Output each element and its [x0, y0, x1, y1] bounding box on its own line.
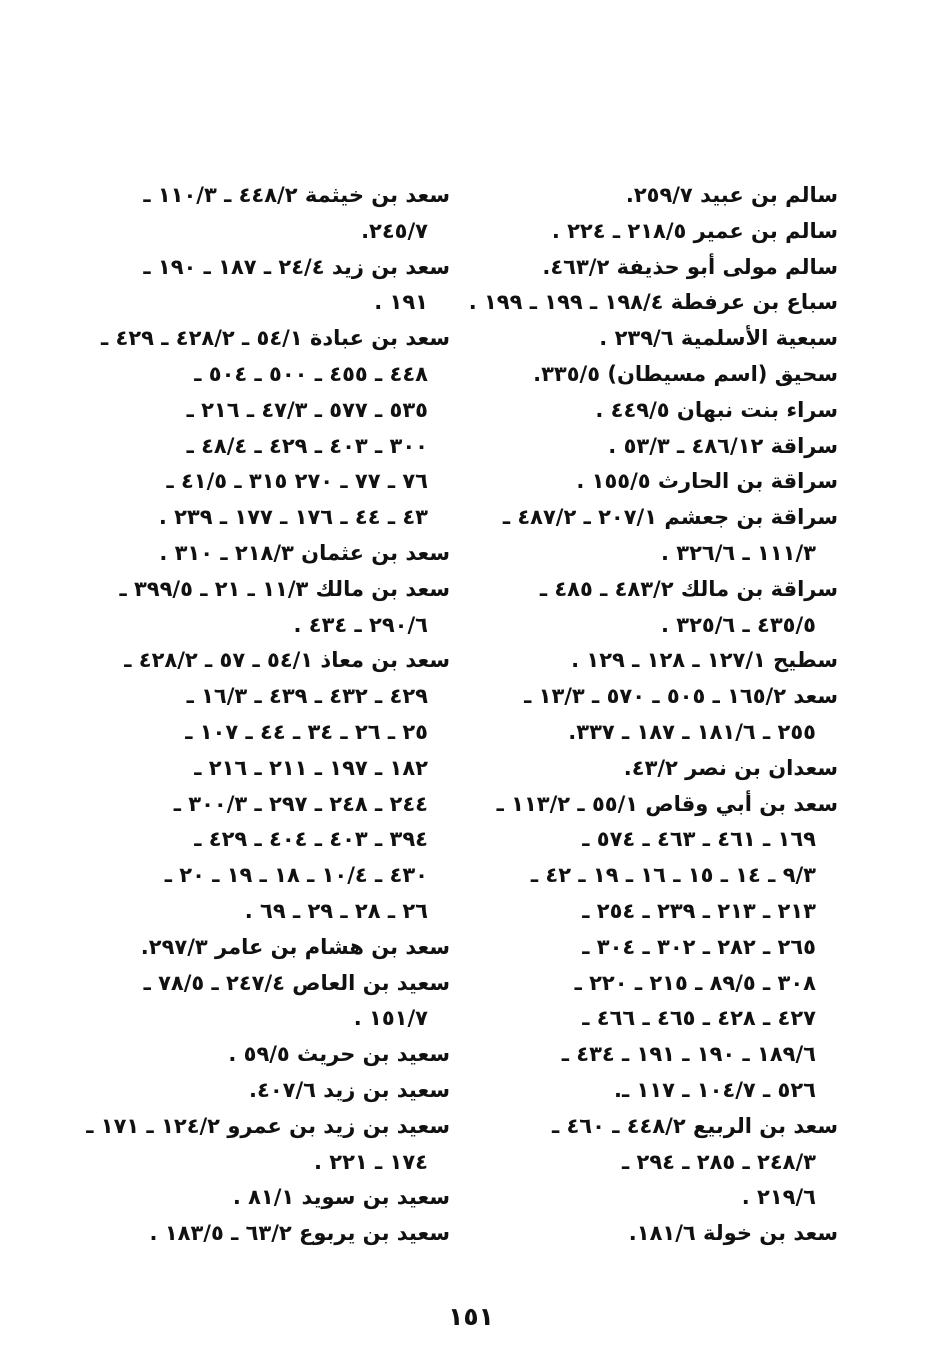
index-entry-continuation: ٤٣ ـ ٤٤ ـ ١٧٦ ـ ١٧٧ ـ ٢٣٩ . — [158, 505, 428, 530]
index-entry-continuation: ٢٦٥ ـ ٢٨٢ ـ ٣٠٢ ـ ٣٠٤ ـ — [582, 934, 816, 959]
index-entry-continuation: ٢١٩/٦ . — [741, 1185, 816, 1210]
index-entry-continuation: ٧٦ ـ ٧٧ ـ ٢٧٠ ٣١٥ ـ ٤١/٥ ـ — [166, 469, 428, 494]
index-entry-continuation: ٤٢٩ ـ ٤٣٢ ـ ٤٣٩ ـ ١٦/٣ ـ — [186, 684, 428, 709]
index-entry: سعد بن خولة ١٨١/٦. — [628, 1221, 838, 1246]
index-entry: سالم مولى أبو حذيفة ٤٦٣/٢. — [542, 254, 838, 279]
index-entry-continuation: ١٨٢ ـ ١٩٧ ـ ٢١١ ـ ٢١٦ ـ — [194, 755, 428, 780]
index-entry-continuation: ٥٣٥ ـ ٥٧٧ ـ ٤٧/٣ ـ ٢١٦ ـ — [186, 397, 428, 422]
index-entry: سراقة بن الحارث ١٥٥/٥ . — [576, 469, 838, 494]
page-number: ١٥١ — [448, 1302, 494, 1331]
index-entry: سعيد بن زيد ٤٠٧/٦. — [249, 1077, 450, 1102]
index-entry: سعدان بن نصر ٤٣/٢. — [623, 755, 838, 780]
index-entry: سالم بن عبيد ٢٥٩/٧. — [625, 183, 838, 207]
index-entry-continuation: ٢٥ ـ ٢٦ ـ ٣٤ ـ ٤٤ ـ ١٠٧ ـ — [185, 719, 428, 744]
index-entry-continuation: ٤٤٨ ـ ٤٥٥ ـ ٥٠٠ ـ ٥٠٤ ـ — [194, 361, 428, 386]
index-entry-continuation: ٤٣٥/٥ ـ ٣٢٥/٦ . — [660, 612, 816, 637]
index-entry: سعد بن هشام بن عامر ٢٩٧/٣. — [140, 934, 450, 959]
index-entry-continuation: ٣٠٨ ـ ٨٩/٥ ـ ٢١٥ ـ ٢٢٠ ـ — [574, 970, 816, 995]
index-entry-continuation: ٢١٣ ـ ٢١٣ ـ ٢٣٩ ـ ٢٥٤ ـ — [582, 898, 816, 923]
index-entry-continuation: ١٥١/٧ . — [353, 1006, 428, 1031]
index-entry: سعد بن أبي وقاص ٥٥/١ ـ ١١٣/٢ ـ — [496, 791, 838, 816]
index-entry: سعد بن عبادة ٥٤/١ ـ ٤٢٨/٢ ـ ٤٢٩ ـ — [101, 326, 450, 351]
index-entry-continuation: ١٨٩/٦ ـ ١٩٠ ـ ١٩١ ـ ٤٣٤ ـ — [561, 1042, 816, 1067]
index-entry: سباع بن عرفطة ١٩٨/٤ ـ ١٩٩ ـ ١٩٩ . — [468, 290, 838, 315]
index-entry-continuation: ١٩١ . — [374, 290, 428, 315]
index-entry-continuation: ٥٢٦ ـ ١٠٤/٧ ـ ١١٧ ـ. — [614, 1077, 816, 1102]
index-entry: سراء بنت نبهان ٤٤٩/٥ . — [595, 397, 838, 422]
index-entry-continuation: ٢٦ ـ ٢٨ ـ ٢٩ ـ ٦٩ . — [244, 898, 428, 923]
index-entry-continuation: ١١١/٣ ـ ٣٢٦/٦ . — [660, 540, 816, 565]
index-entry: سعد بن عثمان ٢١٨/٣ ـ ٣١٠ . — [159, 540, 450, 565]
index-entry: سراقة ٤٨٦/١٢ ـ ٥٣/٣ . — [608, 433, 838, 458]
index-entry-continuation: ٣٩٤ ـ ٤٠٣ ـ ٤٠٤ ـ ٤٢٩ ـ — [194, 827, 428, 852]
index-entry: سعد ١٦٥/٢ ـ ٥٠٥ ـ ٥٧٠ ـ ١٣/٣ ـ — [524, 684, 838, 709]
index-entry-continuation: ٢٩٠/٦ ـ ٤٣٤ . — [293, 612, 428, 637]
index-entry-continuation: ٢٤٨/٣ ـ ٢٨٥ ـ ٢٩٤ ـ — [622, 1149, 816, 1174]
index-entry: سعد بن الربيع ٤٤٨/٢ ـ ٤٦٠ ـ — [551, 1113, 838, 1138]
index-entry-continuation: ٣٠٠ ـ ٤٠٣ ـ ٤٢٩ ـ ٤٨/٤ ـ — [186, 433, 428, 458]
index-entry: سعيد بن حريث ٥٩/٥ . — [228, 1042, 450, 1067]
index-entry-continuation: ٢٤٥/٧. — [361, 218, 428, 243]
index-column-left — [86, 178, 450, 1252]
index-entry: سعد بن زيد ٢٤/٤ ـ ١٨٧ ـ ١٩٠ ـ — [143, 254, 450, 279]
index-entry-continuation: ١٧٤ ـ ٢٢١ . — [313, 1149, 428, 1174]
index-entry: سعيد بن زيد بن عمرو ١٢٤/٢ ـ ١٧١ ـ — [86, 1113, 450, 1138]
index-entry: سعد بن مالك ١١/٣ ـ ٢١ ـ ٣٩٩/٥ ـ — [119, 576, 450, 601]
index-entry-continuation: ٢٥٥ ـ ١٨١/٦ ـ ١٨٧ ـ ٣٣٧. — [568, 719, 816, 744]
index-entry-continuation: ٤٣٠ ـ ١٠/٤ ـ ١٨ ـ ١٩ ـ ٢٠ ـ — [164, 863, 428, 888]
index-entry: سالم بن عمير ٢١٨/٥ ـ ٢٢٤ . — [551, 218, 838, 243]
index-entry-continuation: ١٦٩ ـ ٤٦١ ـ ٤٦٣ ـ ٥٧٤ ـ — [582, 827, 816, 852]
index-entry-continuation: ٩/٣ ـ ١٤ ـ ١٥ ـ ١٦ ـ ١٩ ـ ٤٢ ـ — [530, 863, 816, 888]
index-entry: سعد بن معاذ ٥٤/١ ـ ٥٧ ـ ٤٢٨/٢ ـ — [124, 648, 450, 673]
index-entry-continuation: ٢٤٤ ـ ٢٤٨ ـ ٢٩٧ ـ ٣٠٠/٣ ـ — [173, 791, 428, 816]
index-entry-continuation: ٤٢٧ ـ ٤٢٨ ـ ٤٦٥ ـ ٤٦٦ ـ — [582, 1006, 816, 1031]
index-entry: سحيق (اسم مسيطان) ٣٣٥/٥. — [533, 361, 838, 386]
index-entry: سعيد بن سويد ٨١/١ . — [232, 1185, 450, 1210]
index-entry: سعد بن خيثمة ٤٤٨/٢ ـ ١١٠/٣ ـ — [143, 183, 450, 207]
index-entry: سعيد بن العاص ٢٤٧/٤ ـ ٧٨/٥ ـ — [143, 970, 450, 995]
index-entry: سراقة بن جعشم ٢٠٧/١ ـ ٤٨٧/٢ ـ — [502, 505, 838, 530]
index-entry: سعيد بن يربوع ٦٣/٢ ـ ١٨٣/٥ . — [149, 1221, 450, 1246]
index-column-right — [468, 178, 838, 1252]
index-entry: سبعية الأسلمية ٢٣٩/٦ . — [599, 326, 838, 351]
index-entry: سطيح ١٢٧/١ ـ ١٢٨ ـ ١٢٩ . — [571, 648, 838, 673]
index-entry: سراقة بن مالك ٤٨٣/٢ ـ ٤٨٥ ـ — [539, 576, 838, 601]
